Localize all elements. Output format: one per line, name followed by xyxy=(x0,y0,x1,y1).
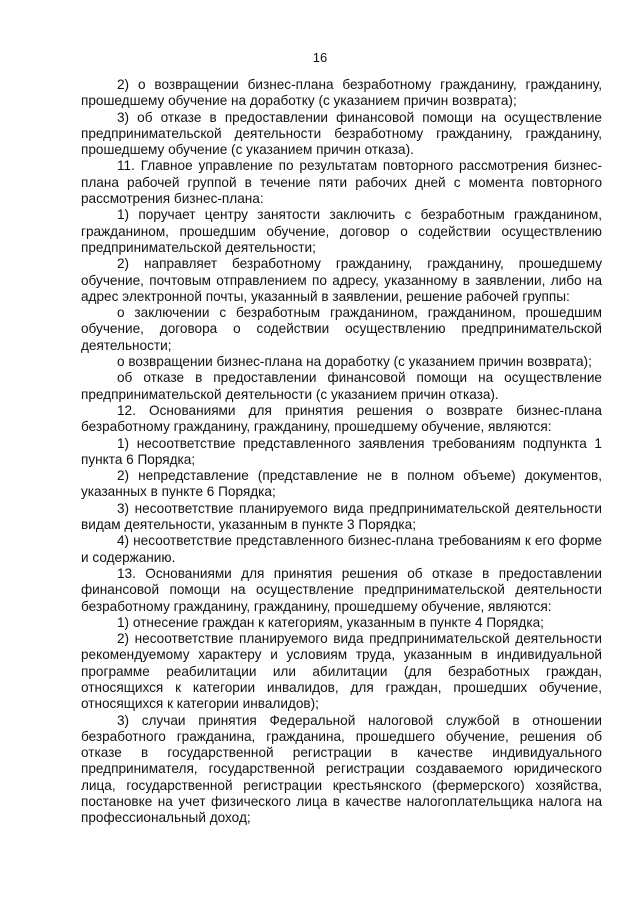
paragraph-item-2-return: 2) о возвращении бизнес-плана безработному гражданину, гражданину, прошедшему обучение на доработку (с указанием причин возврата); xyxy=(81,77,602,109)
paragraph-clause-13-item-2: 2) несоответствие планируемого вида предпринимательской деятельности рекомендуемому характеру и условиям труда, указанным в индивидуальной программе реабилитации или абилитации (для безработных граждан, относящихся к категории инвалидов, для граждан, прошедших обучение, относящихся к категории инвалидов); xyxy=(81,631,602,712)
paragraph-clause-13-item-1: 1) отнесение граждан к категориям, указанным в пункте 4 Порядка; xyxy=(117,614,544,630)
paragraph-clause-13-item-3: 3) случаи принятия Федеральной налоговой службой в отношении безработного гражданина, гражданина, прошедшего обучение, решения об отказе в государственной регистрации в качестве индивидуального предпринимателя, государственной регистрации создаваемого юридического лица, государственной регистрации крестьянского (фермерского) хозяйства, постановке на учет физического лица в качестве налогоплательщика налога на профессиональный доход; xyxy=(81,712,602,826)
paragraph-item-3-refusal: 3) об отказе в предоставлении финансовой помощи на осуществление предпринимательской деятельности безработному гражданину, гражданину, прошедшему обучение (с указанием причин отказа). xyxy=(81,109,602,158)
paragraph-decision-refusal: об отказе в предоставлении финансовой помощи на осуществление предпринимательской деятельности (с указанием причин отказа). xyxy=(81,370,602,402)
paragraph-clause-12-item-2: 2) непредставление (представление не в полном объеме) документов, указанных в пункте 6 Порядка; xyxy=(81,468,602,500)
paragraph-clause-12-item-3: 3) несоответствие планируемого вида предпринимательской деятельности видам деятельности, указанным в пункте 3 Порядка; xyxy=(81,500,602,533)
paragraph-clause-12-item-1: 1) несоответствие представленного заявления требованиям подпункта 1 пункта 6 Порядка; xyxy=(81,435,602,467)
paragraph-clause-11-item-1: 1) поручает центру занятости заключить с безработным гражданином, гражданином, прошедшим обучение, договор о содействии осуществлению предпринимательской деятельности; xyxy=(81,207,602,255)
page-number: 16 xyxy=(312,50,328,65)
paragraph-clause-12-item-4: 4) несоответствие представленного бизнес-плана требованиям к его форме и содержанию. xyxy=(81,533,602,565)
paragraph-clause-13: 13. Основаниями для принятия решения об отказе в предоставлении финансовой помощи на осуществление предпринимательской деятельности безработному гражданину, гражданину, прошедшему обучение, являются: xyxy=(81,565,602,614)
paragraph-clause-11: 11. Главное управление по результатам повторного рассмотрения бизнес-плана рабочей группой в течение пяти рабочих дней с момента повторного рассмотрения бизнес-плана: xyxy=(81,158,602,207)
paragraph-clause-12: 12. Основаниями для принятия решения о возврате бизнес-плана безработному гражданину, гражданину, прошедшему обучение, являются: xyxy=(81,402,602,435)
paragraph-decision-return: о возвращении бизнес-плана на доработку (с указанием причин возврата); xyxy=(117,354,592,370)
document-body xyxy=(81,77,602,827)
paragraph-clause-11-item-2: 2) направляет безработному гражданину, гражданину, прошедшему обучение, почтовым отправлением по адресу, указанному в заявлении, либо на адрес электронной почты, указанный в заявлении, решение рабочей группы: xyxy=(81,256,602,304)
paragraph-decision-contract: о заключении с безработным гражданином, гражданином, прошедшим обучение, договора о содействии осуществлению предпринимательской деятельности; xyxy=(81,305,602,353)
